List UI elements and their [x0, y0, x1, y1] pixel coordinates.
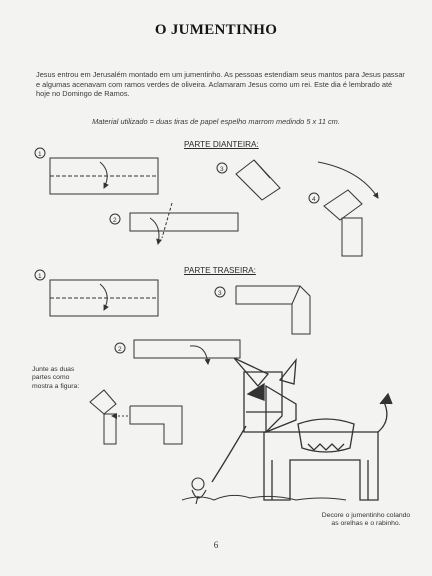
intro-paragraph: Jesus entrou em Jerusalém montado em um jumentinho. As pessoas estendiam seus mantos para Jesus passar e algumas acenavam com ramos verdes de oliveira. Aclamaram Jesus como um rei. Este dia é lembrado até hoje no Domingo de Ramos.: [36, 70, 405, 99]
front-step-1-number: 1: [38, 151, 42, 158]
child-figure: [192, 478, 206, 504]
front-step-4-number: 4: [312, 196, 316, 203]
back-step-1-number: 1: [38, 273, 42, 280]
front-step-1-diagram: [35, 148, 158, 194]
back-section-title: PARTE TRASEIRA:: [184, 266, 256, 275]
join-parts-diagram: [90, 390, 182, 444]
back-step-3-number: 3: [218, 290, 222, 297]
join-note: Junte as duas partes como mostra a figura:: [32, 366, 80, 390]
material-line: Material utilizado = duas tiras de papel espelho marrom medindo 5 x 11 cm.: [92, 117, 340, 126]
front-section-title: PARTE DIANTEIRA:: [184, 140, 259, 149]
back-step-2-number: 2: [118, 346, 122, 353]
front-step-3-diagram: [217, 160, 280, 200]
front-step-3-number: 3: [220, 166, 224, 173]
donkey-illustration: [182, 358, 392, 500]
back-step-3-diagram: [215, 286, 310, 334]
page-title: O JUMENTINHO: [154, 22, 278, 38]
front-step-4-diagram: [309, 162, 378, 256]
back-step-2-diagram: [115, 340, 240, 364]
front-step-2-number: 2: [113, 217, 117, 224]
back-step-1-diagram: [35, 270, 158, 316]
page-number: 6: [213, 540, 219, 550]
front-step-2-diagram: [110, 203, 238, 244]
decorate-note: Decore o jumentinho colando as orelhas e o rabinho.: [321, 512, 411, 528]
